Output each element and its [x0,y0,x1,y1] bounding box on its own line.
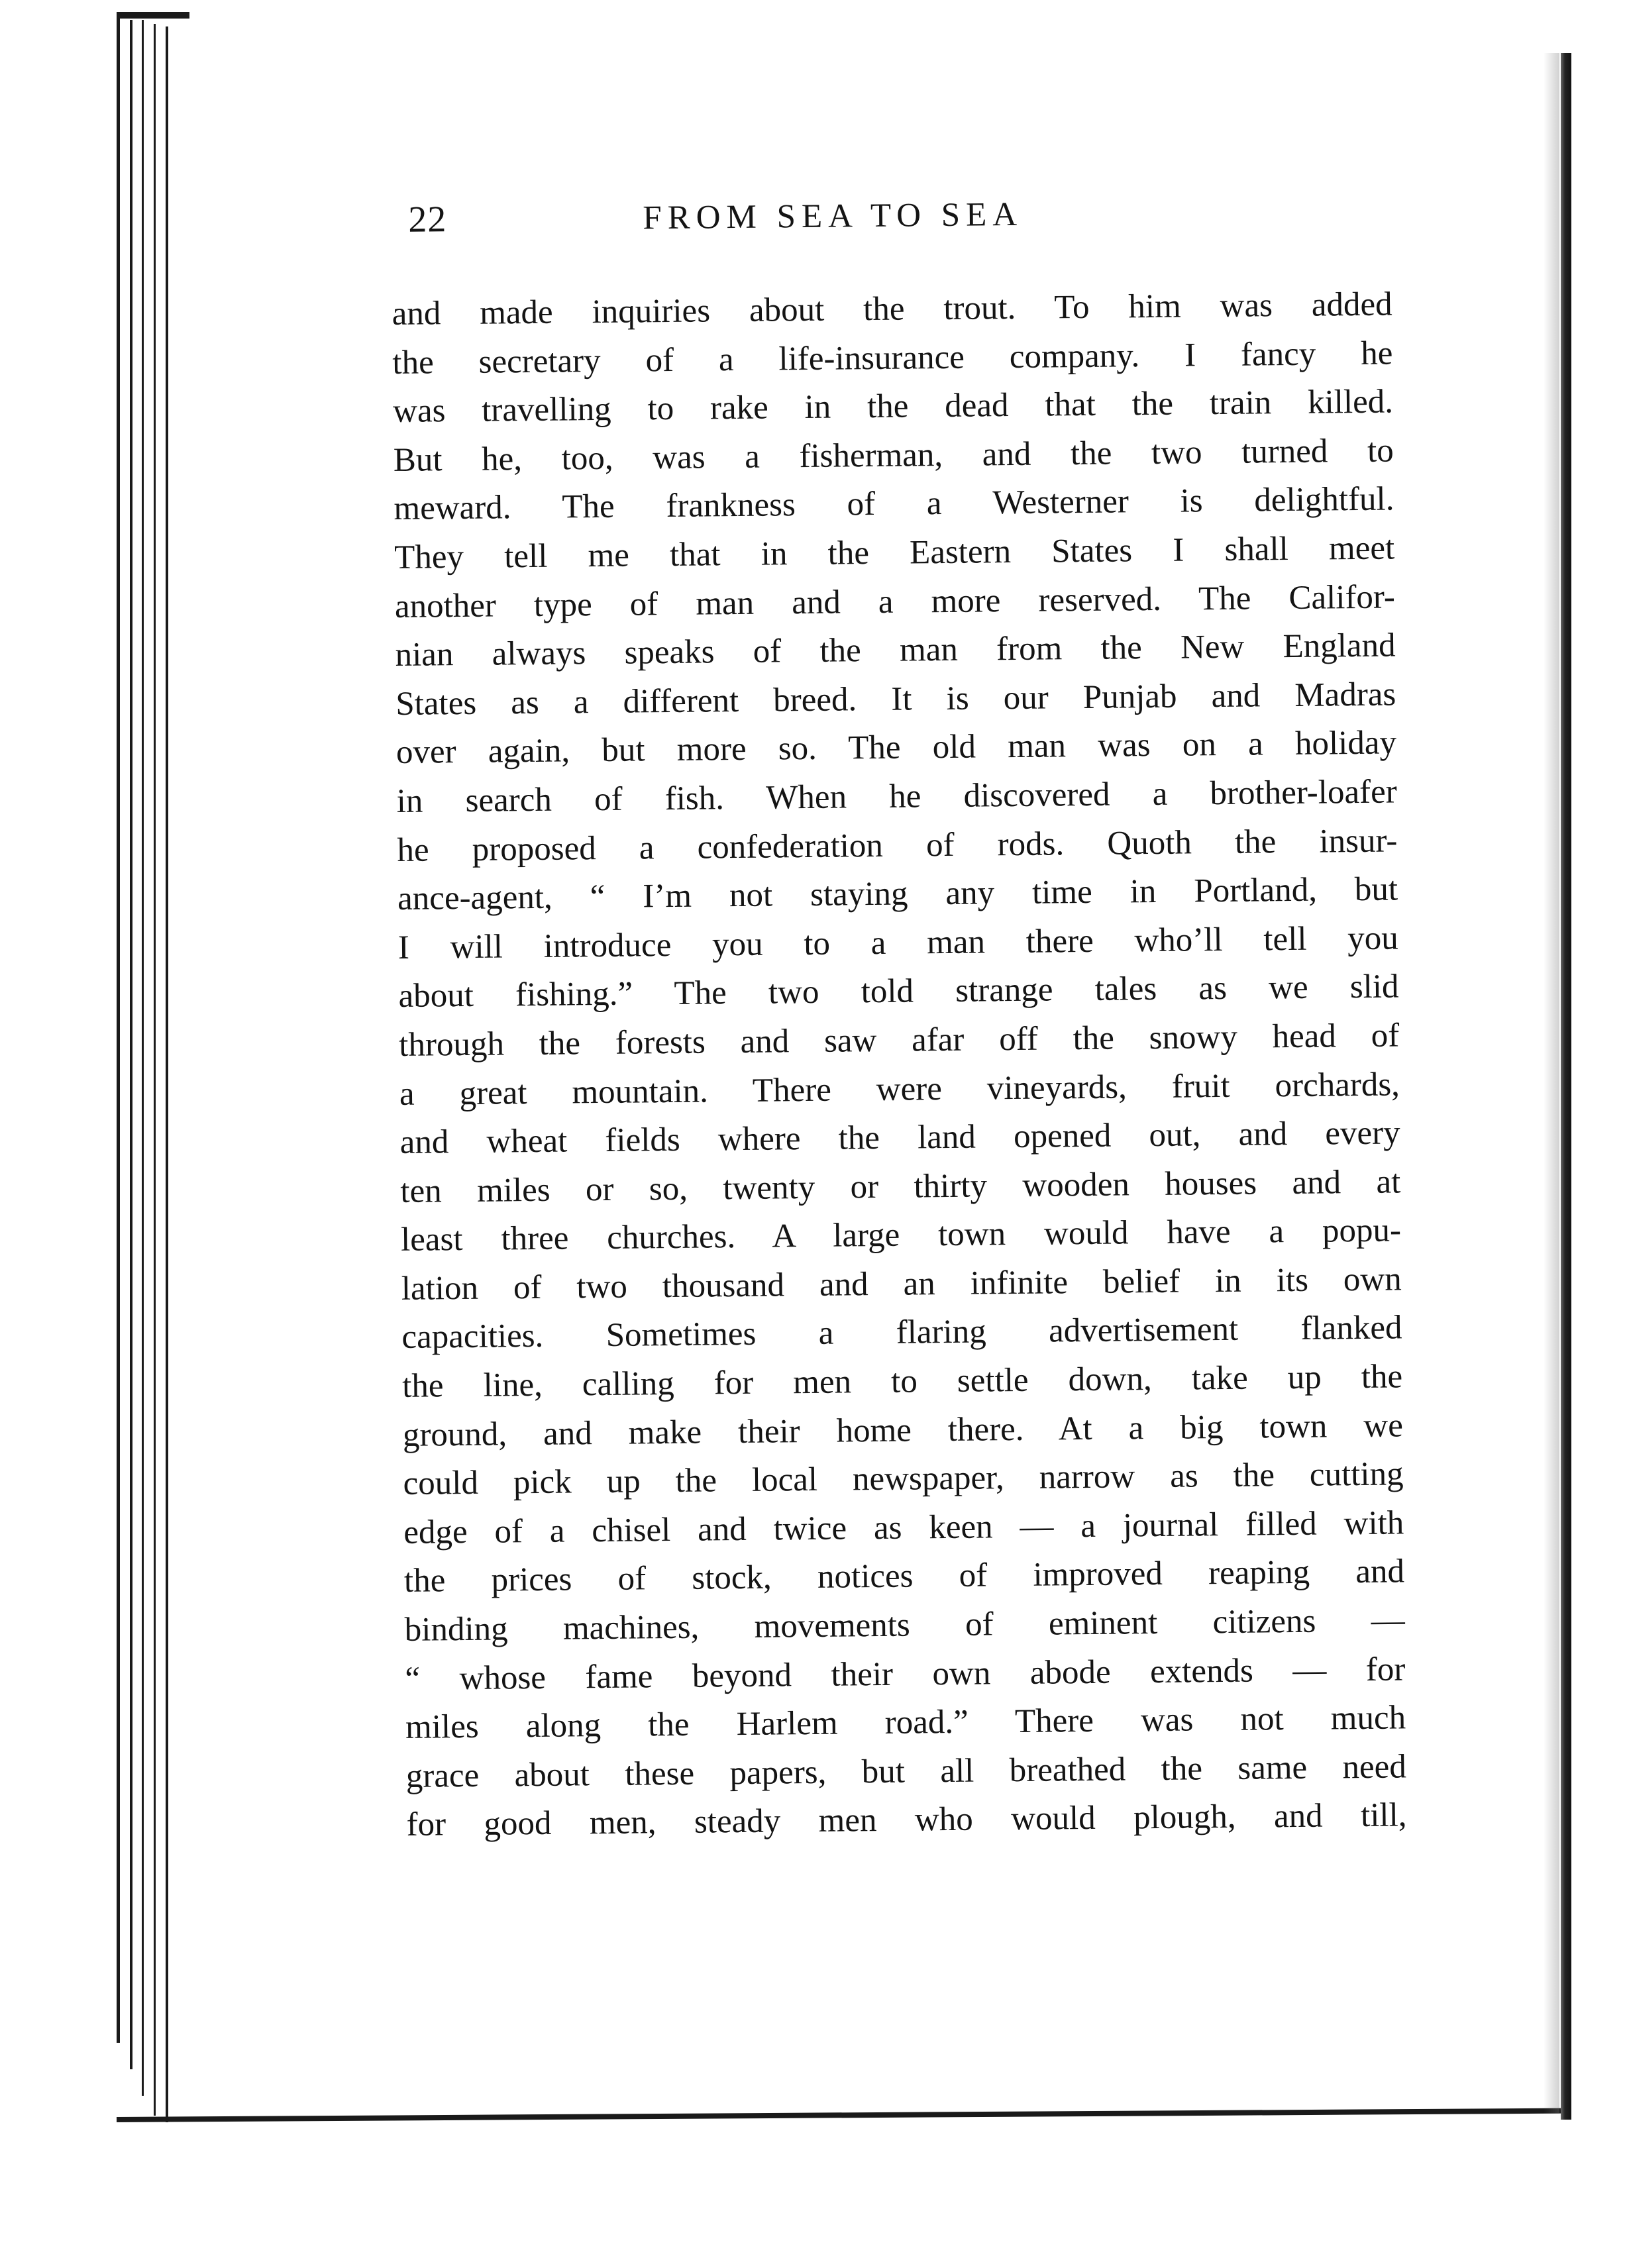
text-line: the line, calling for men to settle down, take up the [401,1358,1403,1405]
text-line: ground, and make their home there. At a big town we [402,1407,1404,1454]
text-line: ten miles or so, twenty or thirty wooden houses and at [400,1163,1401,1210]
text-line: the prices of stock, notices of improved reaping and [403,1553,1405,1600]
text-line: States as a different breed. It is our Punjab and Madras [395,676,1396,723]
text-line: he proposed a confederation of rods. Quoth the insur- [397,821,1398,869]
text-line: I will introduce you to a man there who’ll tell you [397,919,1399,966]
page-edge-stack [166,26,168,2122]
text-line: was travelling to rake in the dead that the train killed. [392,383,1394,431]
body-text [392,280,1407,1849]
text-line: meward. The frankness of a Westerner is delightful. [394,480,1394,528]
page-edge-stack [130,20,132,2069]
text-line: and wheat fields where the land opened out, and every [399,1114,1400,1162]
text-line: the secretary of a life-insurance company. I fancy he [392,335,1393,382]
text-line: miles along the Harlem road.” There was not much [405,1699,1406,1747]
page-edge-stack [117,13,120,2043]
text-line: But he, too, was a fisherman, and the two turned to [393,432,1394,479]
page-edge-stack [142,20,144,2096]
text-line: in search of fish. When he discovered a brother-loafer [396,773,1397,820]
gutter-shadow [1544,53,1559,2113]
text-line: They tell me that in the Eastern States I shall meet [394,529,1395,576]
page-number: 22 [408,199,447,240]
text-line: lation of two thousand and an infinite belief in its own [401,1261,1402,1308]
text-line: could pick up the local newspaper, narrow as the cutting [403,1455,1404,1503]
text-line: and made inquiries about the trout. To him was added [392,285,1392,333]
page-content [391,189,1407,1850]
text-line: ance-agent, “ I’m not staying any time in Portland, but [397,870,1398,918]
text-line: least three churches. A large town would have a popu- [400,1211,1402,1259]
text-line: nian always speaks of the man from the New England [395,627,1396,674]
page-edge-stack [154,24,156,2116]
running-title: FROM SEA TO SEA [643,195,1023,237]
text-line: “ whose fame beyond their own abode extends — for [405,1651,1406,1698]
page-edge-top [117,12,189,19]
text-line: capacities. Sometimes a flaring advertisement flanked [401,1309,1402,1357]
text-line: edge of a chisel and twice as keen — a journal filled with [403,1504,1404,1551]
text-line: a great mountain. There were vineyards, fruit orchards, [399,1065,1400,1113]
page-edge-bottom [117,2108,1561,2122]
text-line: about fishing.” The two told strange tales as we slid [398,968,1399,1015]
text-line: for good men, steady men who would plough, and till, [406,1796,1407,1844]
text-line: over again, but more so. The old man was on a holiday [395,724,1397,772]
text-line: binding machines, movements of eminent citizens — [404,1602,1405,1649]
text-line: another type of man and a more reserved. The Califor- [394,578,1396,625]
running-head [391,189,1392,258]
text-line: grace about these papers, but all breathed the same need [405,1748,1407,1795]
page-edge-right [1561,53,1571,2120]
text-line: through the forests and saw afar off the snowy head of [398,1017,1400,1064]
